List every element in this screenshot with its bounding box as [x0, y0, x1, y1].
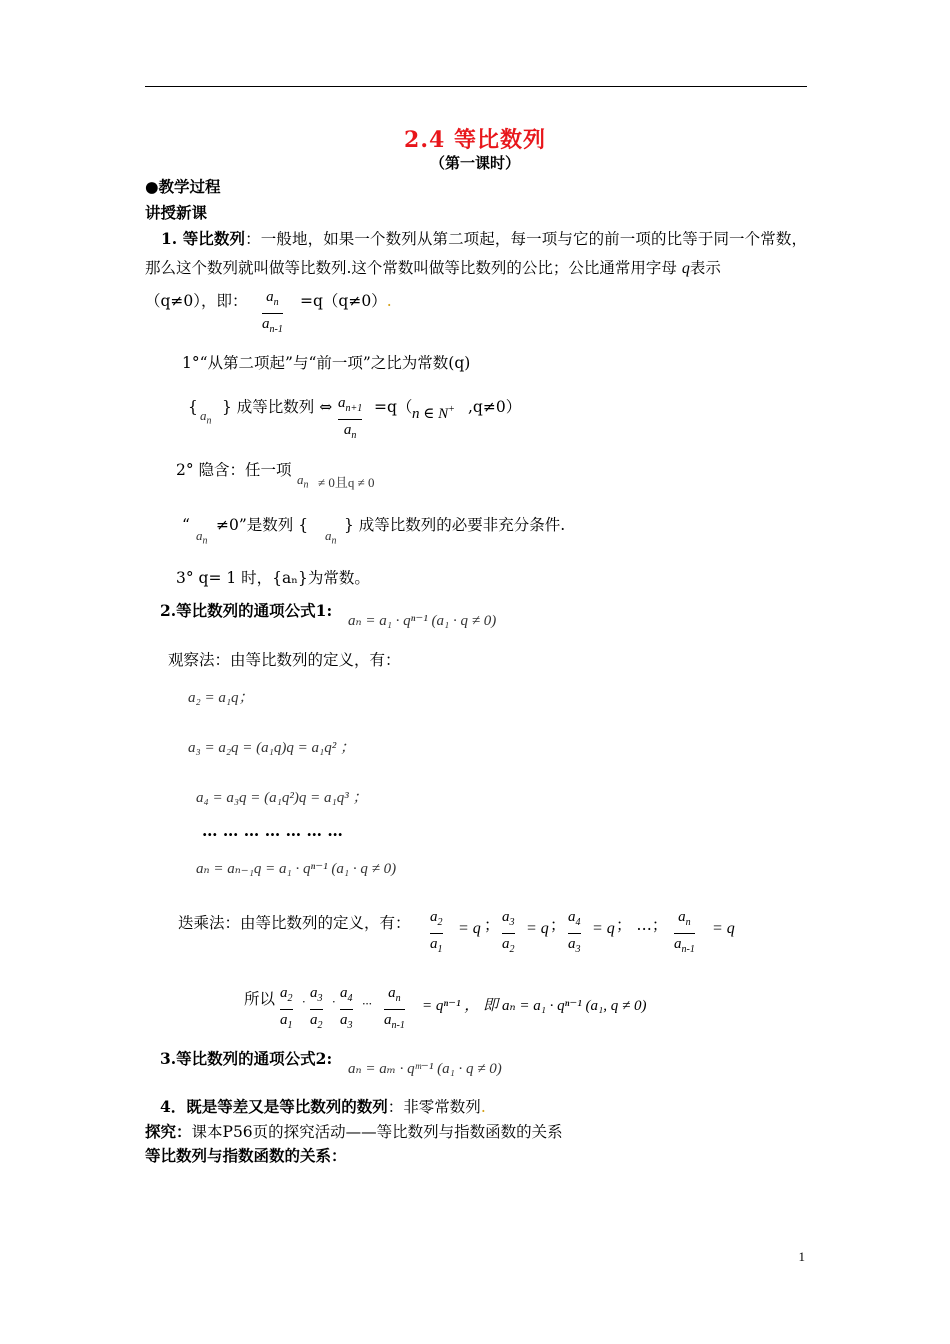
note2b-mid: ≠0”是数列 { [216, 516, 309, 534]
obs-line-5: aₙ = aₙ₋₁q = a₁ · qⁿ⁻¹ (a₁ · q ≠ 0) [196, 861, 397, 877]
ratio-fraction: $a_n$ $a_{n-1}$ [262, 289, 283, 335]
iter-eq-4: = q [712, 920, 735, 937]
explore-text: 课本P56页的探究活动——等比数列与指数函数的关系 [191, 1123, 563, 1141]
iter-frac-4: $a_n$ $a_{n-1}$ [674, 909, 695, 955]
iter-label: 迭乘法：由等比数列的定义，有： [178, 914, 411, 932]
note1b-cond: n ∈ N+ [412, 404, 455, 422]
note2b-open: “ [182, 516, 190, 534]
page-number: 1 [798, 1249, 805, 1264]
note1b-eq: =q（ [374, 398, 413, 416]
note2b-tail: } 成等比数列的必要非充分条件. [344, 516, 566, 534]
so-frac-3: $a_4$ $a_3$ [340, 985, 353, 1031]
item1-tail: 表示 [689, 259, 721, 277]
ratio-fraction-2: $a_{n+1}$ $a_n$ [338, 395, 363, 441]
an-symbol: $a_n$ [200, 408, 212, 427]
note2-math: ≠ 0且q ≠ 0 [318, 475, 375, 490]
lesson-heading: 讲授新课 [145, 203, 208, 222]
section-heading: ●教学过程 [145, 177, 221, 196]
note1b-mid: } 成等比数列 ⇔ [222, 398, 333, 416]
so-result: aₙ = a₁ · qⁿ⁻¹ (a₁, q ≠ 0) [502, 998, 647, 1014]
header-rule [145, 86, 807, 87]
so-frac-1: $a_2$ $a_1$ [280, 985, 293, 1031]
obs-line-3: a₄ = a₃q = (a₁q²)q = a₁q³ ； [196, 790, 368, 806]
so-dot-2: · [332, 994, 336, 1009]
explore-label: 探究： [145, 1122, 192, 1141]
iter-eq-2: = q [526, 920, 549, 937]
item3-label: 3.等比数列的通项公式2: [160, 1049, 333, 1068]
item2-label: 2.等比数列的通项公式1: [160, 601, 333, 620]
iter-sep-3: ； …； [616, 916, 668, 934]
item3-formula: aₙ = aₘ · qᵐ⁻¹ (a₁ · q ≠ 0) [348, 1061, 502, 1077]
item2-formula: aₙ = a₁ · qⁿ⁻¹ (a₁ · q ≠ 0) [348, 613, 497, 629]
item1-label: 1. 等比数列 [161, 229, 246, 248]
item4-label: 4．既是等差又是等比数列的数列 [160, 1097, 388, 1116]
note2b-an: $a_n$ [196, 528, 208, 547]
explore-line [145, 1121, 563, 1143]
so-frac-4: $a_n$ $a_{n-1}$ [384, 985, 405, 1031]
item1-text: ：一般地，如果一个数列从第二项起，每一项与它的前一项的比等于同一个常数，那么这个数列就叫做等比数列.这个常数叫做等比数列的公比；公比通常用字母 [145, 230, 807, 277]
so-frac-2: $a_3$ $a_2$ [310, 985, 323, 1031]
item1-q: q [681, 260, 690, 277]
obs-ellipsis: … … … … … … … [202, 821, 343, 840]
note-1: 1°“从第二项起”与“前一项”之比为常数(q) [182, 354, 471, 372]
iter-frac-2: $a_3$ $a_2$ [502, 909, 515, 955]
note2-an: $a_n$ [297, 472, 309, 491]
so-ellipsis: ··· [362, 996, 372, 1011]
definition-paragraph [145, 224, 807, 283]
iter-sep-2: ； [550, 916, 566, 934]
obs-line-1: a₂ = a₁q； [188, 690, 254, 706]
note2b-an-2: $a_n$ [325, 528, 337, 547]
iter-frac-1: $a_2$ $a_1$ [430, 909, 443, 955]
so-label: 所以 [244, 990, 276, 1008]
item1-equation: =q（q≠0）. [300, 292, 392, 310]
item4-line: 4．既是等差又是等比数列的数列：非零常数列. [160, 1097, 486, 1116]
note-2: 2° 隐含：任一项 [176, 461, 292, 479]
page-subtitle: （第一课时） [429, 154, 520, 172]
iter-eq-3: = q [592, 920, 615, 937]
obs-line-2: a₃ = a₂q = (a₁q)q = a₁q² ； [188, 740, 355, 756]
item1-condition: （q≠0），即： [145, 292, 248, 310]
observe-label: 观察法：由等比数列的定义，有： [168, 651, 401, 669]
relation-heading: 等比数列与指数函数的关系： [145, 1146, 347, 1165]
item4-text: ：非零常数列 [387, 1098, 481, 1116]
so-dot-1: · [302, 994, 306, 1009]
note1b-tail: ,q≠0） [468, 398, 522, 416]
note-3: 3° q= 1 时，{aₙ}为常数。 [176, 569, 370, 587]
iter-eq-1: = q [458, 920, 481, 937]
iter-frac-3: $a_4$ $a_3$ [568, 909, 581, 955]
so-equation: = qⁿ⁻¹ ， 即 [422, 998, 499, 1014]
page-title: 2.4 等比数列 [404, 127, 546, 153]
iter-sep-1: ； [484, 916, 500, 934]
note1b-open: { [188, 398, 198, 416]
